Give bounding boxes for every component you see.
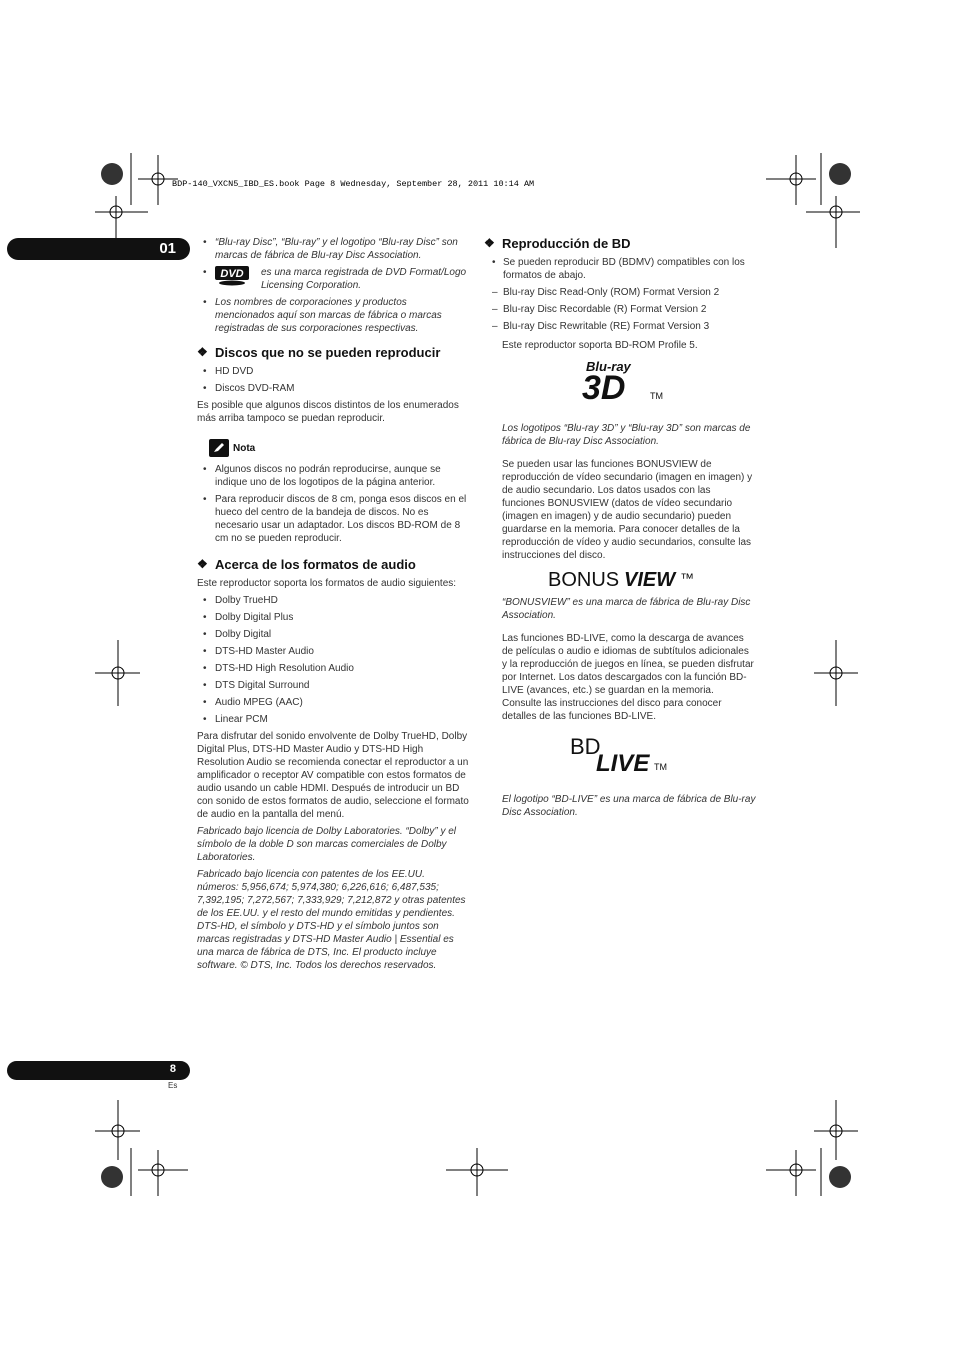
chapter-tab [7, 238, 190, 260]
bonusview-logo [484, 568, 756, 594]
chapter-number: 01 [159, 240, 176, 257]
dolby-notice: Fabricado bajo licencia de Dolby Laboratories. “Dolby” y el símbolo de la doble D son marcas comerciales de Dolby Laboratories. [197, 826, 457, 863]
list-item: • Algunos discos no podrán reproducirse, aunque se indique uno de los logotipos de la página anterior. [197, 463, 469, 489]
dvd-logo-icon [215, 266, 249, 286]
list-item: • Discos DVD-RAM [197, 382, 469, 395]
logo-bdlive-tm: TM [654, 762, 667, 772]
dvd-logo-text: DVD [220, 268, 244, 280]
logo-view: VIEW [624, 569, 676, 591]
bluray-3d-logo [484, 360, 756, 410]
dvd-trademark-text: es una marca registrada de DVD Format/Logo Licensing Corporation. [261, 267, 467, 291]
paragraph: Este reproductor soporta BD-ROM Profile 5. [502, 340, 698, 351]
caption-bdlive: El logotipo “BD-LIVE” es una marca de fábrica de Blu-ray Disc Association. [502, 794, 756, 818]
list-item: • Audio MPEG (AAC) [197, 696, 469, 709]
list-item: • Dolby Digital [197, 628, 469, 641]
logo-3d-main: 3D [582, 369, 626, 407]
section-title-audio: ❖ Acerca de los formatos de audio [197, 557, 416, 572]
note-label: Nota [233, 443, 256, 454]
dts-notice: Fabricado bajo licencia con patentes de los EE.UU. números: 5,956,674; 5,974,380; 6,226,616; 6,487,535; 7,392,195; 7,272,567; 7,333,929; 7,212,872 y otras patentes de los EE.UU. y el resto del mundo emitidas y pendientes. DTS-HD, el símbolo y DTS-HD y el símbolo juntos son marcas registradas y DTS-HD Master Audio | Essential es una marca de fábrica de DTS, Inc. El producto incluye software. © DTS, Inc. Todos los derechos reservados. [197, 869, 466, 971]
list-item: – Blu-ray Disc Read-Only (ROM) Format Version 2 [484, 286, 756, 299]
paragraph-bdlive: Las funciones BD-LIVE, como la descarga de avances de películas o audio e idiomas de subtítulos adicionales y la reproducción de juegos en línea, se pueden disfrutar por Internet. Los datos descargados con la función BD-LIVE (avances, etc.) se guardan en la memoria. Consulte las instrucciones del disco para conocer detalles de las funciones BD-LIVE. [502, 633, 754, 722]
note-pencil-icon [209, 439, 229, 457]
bdlive-logo [484, 735, 756, 781]
section-title-unplayable: ❖ Discos que no se pueden reproducir [197, 345, 441, 360]
paragraph: Este reproductor soporta los formatos de audio siguientes: [197, 578, 457, 589]
list-item: • DVD es una marca registrada de DVD Format/Logo Licensing Corporation. [197, 266, 469, 292]
list-item: • DTS-HD High Resolution Audio [197, 662, 469, 675]
logo-3d-tm: TM [650, 391, 663, 401]
audio-format-list [197, 594, 469, 726]
list-item: • Los nombres de corporaciones y productos mencionados aquí son marcas de fábrica o marcas registradas de sus corporaciones respectivas. [197, 296, 469, 335]
caption-3d: Los logotipos “Blu-ray 3D” y “Blu-ray 3D” son marcas de fábrica de Blu-ray Disc Association. [502, 423, 751, 447]
diamond-icon: ❖ [484, 236, 495, 250]
page-number-tab [7, 1061, 190, 1080]
list-item: • Se pueden reproducir BD (BDMV) compatibles con los formatos de abajo. [484, 256, 756, 282]
right-column [484, 236, 756, 823]
list-item: • Dolby Digital Plus [197, 611, 469, 624]
note-header [209, 439, 469, 457]
trademark-list [197, 236, 469, 262]
list-item: – Blu-ray Disc Rewritable (RE) Format Version 3 [484, 320, 756, 333]
page-number: 8 [169, 1063, 176, 1075]
print-header: BDP-140_VXCN5_IBD_ES.book Page 8 Wednesday, September 28, 2011 10:14 AM [172, 179, 535, 189]
paragraph: Es posible que algunos discos distintos de los enumerados más arriba tampoco se puedan reproducir. [197, 400, 459, 424]
list-item: • Dolby TrueHD [197, 594, 469, 607]
unplayable-list [197, 365, 469, 395]
note-list [197, 463, 469, 545]
list-item: • DTS Digital Surround [197, 679, 469, 692]
list-item: • “Blu-ray Disc”, “Blu-ray” y el logotipo “Blu-ray Disc” son marcas de fábrica de Blu-ray Disc Association. [197, 236, 469, 262]
list-item: • Para reproducir discos de 8 cm, ponga esos discos en el hueco del centro de la bandeja de discos. No es necesario usar un adaptador. Los discos BD-ROM de 8 cm no se pueden reproducir. [197, 493, 469, 545]
logo-3d-top: Blu-ray [586, 359, 631, 374]
list-item: • Linear PCM [197, 713, 469, 726]
left-column [197, 236, 469, 976]
paragraph: Para disfrutar del sonido envolvente de Dolby TrueHD, Dolby Digital Plus, DTS-HD Master Audio y DTS-HD High Resolution Audio se recomienda conectar el reproductor a un amplificador o receptor AV compatible con estos formatos de audio usando un cable HDMI. Después de introducir un BD con sonido de estos formatos de audio, seleccione el formato de audio en la pantalla del menú. [197, 731, 469, 820]
logo-bonusview-tm: ™ [680, 570, 694, 586]
list-item: • HD DVD [197, 365, 469, 378]
list-item: • DTS-HD Master Audio [197, 645, 469, 658]
page-language: Es [168, 1081, 178, 1090]
diamond-icon: ❖ [197, 557, 208, 571]
logo-bonus: BONUS [548, 569, 620, 591]
section-title-bd: ❖ Reproducción de BD [484, 236, 631, 251]
bd-list [484, 256, 756, 333]
paragraph-bonusview: Se pueden usar las funciones BONUSVIEW de reproducción de vídeo secundario (imagen en imagen) y de audio secundario. Los datos usados con las funciones BONUSVIEW (datos de vídeo secundario (imagen en imagen) y de audio secundario) pueden guardarse en la memoria. Para conocer detalles de la reproducción de vídeo y audio secundarios, consulte las instrucciones del disco. [502, 459, 753, 561]
logo-live: LIVE [596, 750, 650, 777]
logo-bd: BD [570, 734, 601, 759]
list-item: – Blu-ray Disc Recordable (R) Format Version 2 [484, 303, 756, 316]
diamond-icon: ❖ [197, 345, 208, 359]
caption-bonusview: “BONUSVIEW” es una marca de fábrica de Blu-ray Disc Association. [502, 597, 751, 621]
